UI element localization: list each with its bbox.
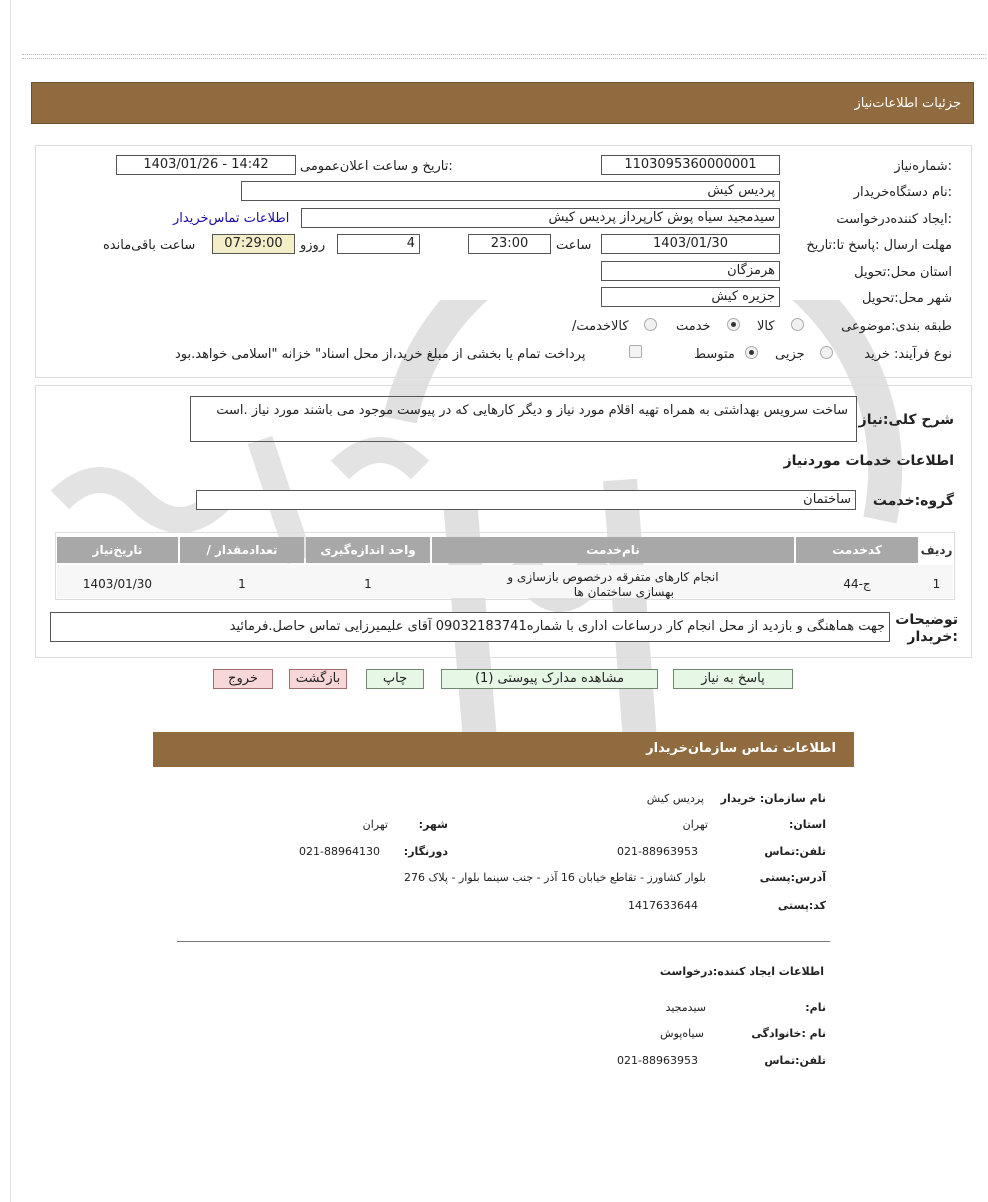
cell-row: 1: [932, 577, 941, 591]
buyer-notes-label: توضیحات :خریدار: [895, 612, 958, 645]
contact-province-label: :استان: [788, 818, 826, 831]
buyer-field: پردیس کیش: [241, 181, 780, 201]
creator-phone-label: تلفن:تماس: [764, 1054, 826, 1067]
process-medium-label: متوسط: [694, 347, 735, 362]
exit-button[interactable]: خروج: [213, 669, 273, 689]
category-goods-radio[interactable]: [791, 318, 804, 331]
process-minor-radio[interactable]: [820, 346, 833, 359]
days-field: 4: [337, 234, 420, 254]
contact-divider: [177, 941, 830, 942]
creator-label: ایجاد کننده‌درخواست:: [836, 212, 952, 227]
deadline-date-field: 1403/01/30: [601, 234, 780, 254]
creator-field: سیدمجید سیاه پوش کارپرداز پردیس کیش: [301, 208, 780, 228]
services-title: اطلاعات خدمات موردنیاز: [783, 453, 954, 469]
creator-name-value: سیدمجید: [665, 1001, 706, 1014]
fax-label: :دورنگار: [403, 845, 448, 858]
buyer-label: نام دستگاه‌خریدار:: [853, 185, 952, 200]
treasury-payment-checkbox[interactable]: [629, 345, 642, 358]
contact-city-label: :شهر: [418, 818, 448, 831]
summary-box: [190, 396, 857, 442]
cell-name-1: انجام کارهای متفرقه درخصوص بازسازی و: [507, 570, 719, 584]
th-code: کدخدمت: [796, 537, 918, 563]
th-unit: واحد اندازه‌گیری: [306, 537, 430, 563]
left-border-line: [10, 0, 11, 1202]
org-label: نام سازمان: خریدار: [720, 792, 826, 805]
dotted-separator: [22, 54, 986, 59]
page-title: جزئیات اطلاعات‌نیاز: [854, 96, 961, 111]
deadline-time-field: 23:00: [468, 234, 551, 254]
buyer-contact-link[interactable]: اطلاعات تماس‌خریدار: [173, 211, 290, 226]
announce-label: تاریخ و ساعت اعلان‌عمومی:: [300, 159, 453, 174]
page-header: [31, 82, 974, 124]
address-value: بلوار کشاورز - تقاطع خیابان 16 آذر - جنب سینما بلوار - پلاک 276: [404, 871, 706, 884]
province-label: استان محل:تحویل: [854, 265, 952, 280]
cell-unit: 1: [364, 577, 372, 591]
group-field: ساختمان: [196, 490, 856, 510]
deadline-label: مهلت ارسال :پاسخ تا:تاریخ: [806, 238, 952, 253]
cell-code: ج-44: [843, 577, 871, 591]
category-service-label: خدمت: [676, 319, 711, 334]
group-label: گروه:خدمت: [872, 493, 954, 509]
th-name: نام‌خدمت: [432, 537, 794, 563]
contact-city-value: تهران: [362, 818, 388, 831]
process-medium-radio[interactable]: [745, 346, 758, 359]
creator-family-value: سیاه‌پوش: [660, 1027, 704, 1040]
th-row: ردیف: [920, 537, 953, 563]
contact-phone-value: 021-88963953: [617, 845, 698, 858]
cell-date: 1403/01/30: [82, 577, 153, 591]
treasury-payment-note: پرداخت تمام یا بخشی از مبلغ خرید،از محل اسناد" خزانه "اسلامی خواهد.بود: [175, 347, 586, 362]
province-field: هرمزگان: [601, 261, 780, 281]
time-label: ساعت: [556, 238, 592, 253]
process-minor-label: جزیی: [775, 347, 805, 362]
view-documents-button[interactable]: مشاهده مدارک پیوستی (1): [441, 669, 658, 689]
th-date: تاریخ‌نیاز: [57, 537, 178, 563]
summary-label: شرح کلی:نیاز: [858, 412, 954, 428]
th-qty: / تعدادمقدار: [180, 537, 304, 563]
category-both-radio[interactable]: [644, 318, 657, 331]
summary-text: ساخت سرویس بهداشتی به همراه تهیه اقلام مورد نیاز و دیگر کارهایی که در پیوست موجود می باشند مورد نیاز .است: [216, 403, 848, 418]
need-number-field: 1103095360000001: [601, 155, 780, 175]
org-value: پردیس کیش: [646, 792, 704, 805]
need-number-label: شماره‌نیاز:: [894, 159, 952, 174]
address-label: آدرس:پستی: [759, 871, 826, 884]
creator-phone-value: 021-88963953: [617, 1054, 698, 1067]
back-button[interactable]: بازگشت: [289, 669, 347, 689]
fax-value: 021-88964130: [299, 845, 380, 858]
postal-value: 1417633644: [628, 899, 698, 912]
category-service-radio[interactable]: [727, 318, 740, 331]
remaining-time-field: 07:29:00: [212, 234, 295, 254]
creator-section-title: اطلاعات ایجاد کننده:درخواست: [659, 965, 824, 978]
contact-province-value: تهران: [682, 818, 708, 831]
category-both-label: /کالاخدمت: [572, 319, 629, 334]
print-button[interactable]: چاپ: [366, 669, 424, 689]
need-info-panel: [35, 145, 972, 378]
remaining-label: ساعت باقی‌مانده: [103, 238, 196, 253]
creator-name-label: :نام: [805, 1001, 826, 1014]
category-label: طبقه بندی:موضوعی: [841, 319, 952, 334]
category-goods-label: کالا: [757, 319, 775, 334]
city-field: جزیره کیش: [601, 287, 780, 307]
cell-name-2: بهسازی ساختمان ها: [573, 585, 674, 599]
contact-header: [153, 732, 854, 767]
postal-label: کد:پستی: [777, 899, 826, 912]
process-label: نوع فرآیند: خرید: [864, 347, 952, 362]
buyer-notes-field: جهت هماهنگی و بازدید از محل انجام کار درساعات اداری با شماره09032183741 آقای علیمیرزایی تماس حاصل.فرمائید: [50, 612, 890, 642]
days-label: روزو: [300, 238, 326, 253]
reply-button[interactable]: پاسخ به نیاز: [673, 669, 793, 689]
announce-field: 1403/01/26 - 14:42: [116, 155, 296, 175]
city-label: شهر محل:تحویل: [862, 291, 952, 306]
cell-qty: 1: [238, 577, 246, 591]
contact-phone-label: تلفن:تماس: [764, 845, 826, 858]
creator-family-label: نام :خانوادگی: [751, 1027, 826, 1040]
contact-title: اطلاعات تماس سازمان‌خریدار: [646, 741, 836, 756]
